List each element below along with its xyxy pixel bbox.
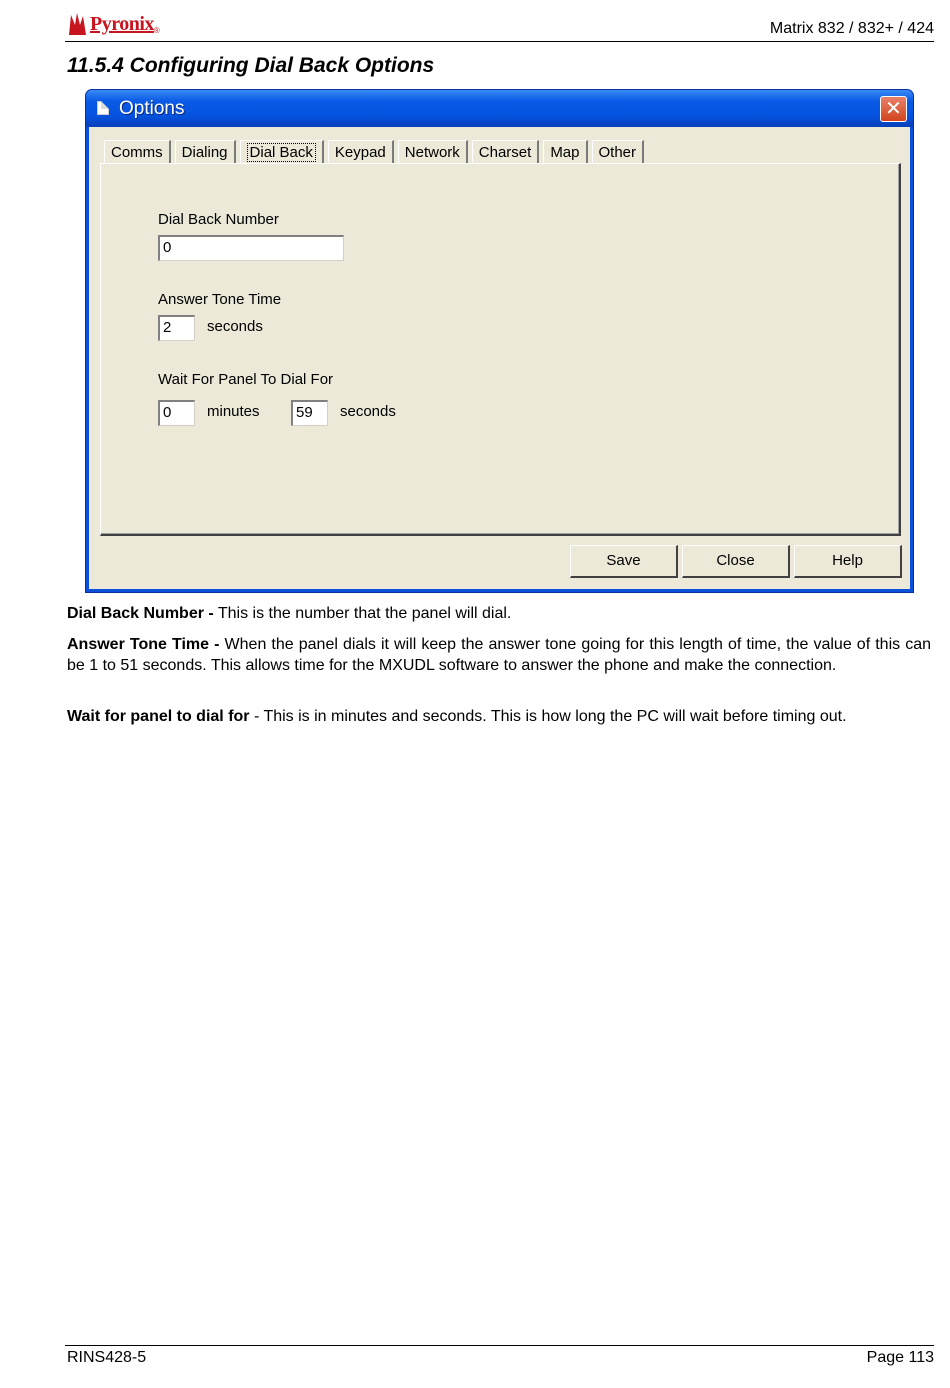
dialog-title: Options	[119, 98, 185, 119]
tab-dial-back[interactable]: Dial Back	[240, 140, 324, 164]
paragraph-answer-tone-time	[67, 634, 931, 676]
footer-divider	[65, 1345, 934, 1346]
tab-map[interactable]: Map	[543, 140, 587, 164]
desc-dial-back-number: This is the number that the panel will dial.	[213, 605, 512, 622]
header-divider	[65, 41, 934, 42]
answer-tone-unit-label: seconds	[207, 318, 263, 335]
tab-strip	[104, 140, 648, 164]
answer-tone-time-input[interactable]: 2	[158, 315, 195, 341]
wait-seconds-input[interactable]: 59	[291, 400, 328, 426]
paragraph-wait-for-panel	[67, 706, 931, 727]
term-dial-back-number: Dial Back Number -	[67, 605, 214, 622]
term-answer-tone-time: Answer Tone Time -	[67, 636, 220, 653]
dial-back-tab-panel	[100, 163, 901, 536]
tab-keypad[interactable]: Keypad	[328, 140, 394, 164]
pyronix-logo	[67, 9, 160, 37]
dial-back-number-label: Dial Back Number	[158, 211, 279, 228]
tab-comms[interactable]: Comms	[104, 140, 171, 164]
tab-dialing[interactable]: Dialing	[175, 140, 236, 164]
save-button[interactable]: Save	[570, 545, 678, 578]
tab-other[interactable]: Other	[592, 140, 645, 164]
wait-minutes-input[interactable]: 0	[158, 400, 195, 426]
wait-for-panel-label: Wait For Panel To Dial For	[158, 371, 334, 388]
dialog-titlebar[interactable]	[86, 90, 913, 127]
paragraph-dial-back-number	[67, 603, 931, 624]
minutes-unit-label: minutes	[207, 403, 260, 420]
section-title: 11.5.4 Configuring Dial Back Options	[67, 54, 435, 77]
page-number: Page 113	[866, 1349, 934, 1366]
window-close-button[interactable]: ✕	[880, 96, 907, 122]
answer-tone-time-label: Answer Tone Time	[158, 291, 282, 308]
document-title: Matrix 832 / 832+ / 424	[769, 20, 934, 37]
dial-back-number-input[interactable]: 0	[158, 235, 344, 261]
desc-wait-for-panel: - This is in minutes and seconds. This is how long the PC will wait before timing out.	[249, 708, 847, 725]
tab-charset[interactable]: Charset	[472, 140, 540, 164]
document-icon	[97, 101, 109, 115]
tab-network[interactable]: Network	[398, 140, 468, 164]
flame-icon	[67, 11, 89, 37]
dialog-client-area	[89, 127, 910, 589]
document-code: RINS428-5	[67, 1349, 147, 1366]
seconds-unit-label: seconds	[340, 403, 396, 420]
close-button[interactable]: Close	[682, 545, 790, 578]
term-wait-for-panel: Wait for panel to dial for	[67, 708, 250, 725]
logo-text: Pyronix	[90, 13, 154, 35]
help-button[interactable]: Help	[794, 545, 902, 578]
desc-answer-tone-time: When the panel dials it will keep the answer tone going for this length of time, the value of this can be 1 to 51 seconds. This allows time for the MXUDL software to answer the phone and make the connection.	[67, 636, 932, 674]
options-dialog	[85, 89, 914, 593]
logo-trademark: ®	[153, 26, 160, 35]
